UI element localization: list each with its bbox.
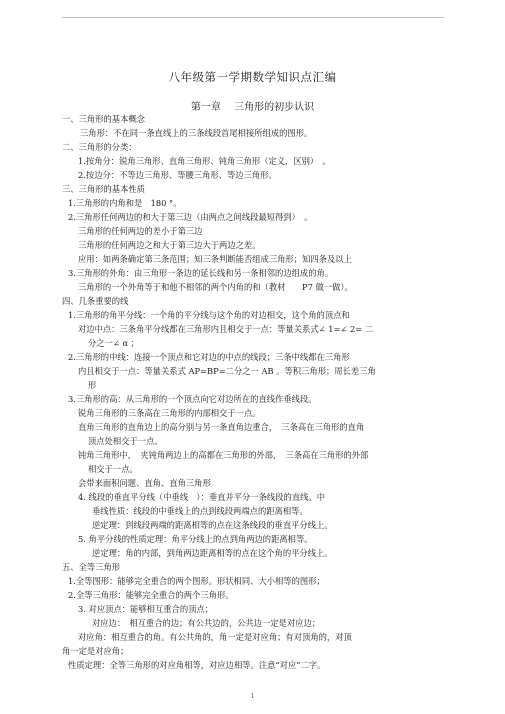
text-line: 逆定理：到线段两端的距离相等的点在这条线段的垂直平分线上。 <box>92 520 333 530</box>
text-line: 三角形的任何两边的差小于第三边 <box>78 226 203 236</box>
section-heading: 五、全等三角形 <box>62 562 121 572</box>
text-line: 3. 对应顶点：能够相互重合的顶点； <box>78 604 214 614</box>
page-title: 八年级第一学期数学知识点汇编 <box>168 70 337 84</box>
text-line: 锐角三角形的三条高在三角形的内部相交于一点。 <box>78 408 261 418</box>
text-line: 逆定理：角的内部，到角两边距离相等的点在这个角的平分线上。 <box>92 548 333 558</box>
text-line: 4. 线段的垂直平分线（中垂线 ）：垂直并平分一条线段的直线。中 <box>78 492 326 502</box>
text-line: 内且相交于一点：等量关系式 AP=BP=二分之一 AB 。等积三角形；周长差三角 <box>78 366 376 376</box>
text-line: 1.三角形的内角和是 180 °。 <box>68 198 182 208</box>
text-line: 角一定是对应角； <box>62 646 129 656</box>
text-line: 1.三角形的角平分线：一个角的平分线与这个角的对边相交，这个角的顶点和 <box>68 310 350 320</box>
section-heading: 二、三角形的分类： <box>62 142 137 152</box>
text-line: 2.三角形的中线：连接一个顶点和它对边的中点的线段；三条中线都在三角形 <box>68 352 350 362</box>
text-line: 顶点处相交于一点。 <box>88 436 163 446</box>
section-heading: 三、三角形的基本性质 <box>62 184 145 194</box>
text-line: 对应角：相互重合的角。有公共角的，角一定是对应角；有对顶角的，对顶 <box>78 632 352 642</box>
text-line: 会带来面积问题、直角、直角三角形 <box>78 478 211 488</box>
text-line: 三角形的一个外角等于和他不相邻的两个内角的和（教材 P7 做一做）。 <box>78 282 353 292</box>
header-rule <box>62 17 444 18</box>
text-line: 对应边： 相互重合的边；有公共边的，公共边一定是对应边； <box>92 618 321 628</box>
text-line: 形 <box>88 380 97 390</box>
text-line: 对边中点：三条角平分线都在三角形内且相交于一点：等量关系式∠ 1=∠ 2= 二 <box>78 324 374 334</box>
text-line: 2.按边分：不等边三角形、等腰三角形、等边三角形。 <box>78 170 277 180</box>
section-heading: 一、三角形的基本概念 <box>62 114 145 124</box>
text-line: 三角形的任何两边之和大于第三边大于两边之差。 <box>78 240 261 250</box>
text-line: 5. 角平分线的性质定理：角平分线上的点到角两边的距离相等。 <box>78 534 313 544</box>
text-line: 2.三角形任何两边的和大于第三边（由两点之间线段最短得到） 。 <box>68 212 313 222</box>
text-line: 直角三角形的直角边上的高分别与另一条直角边重合， 三条高在三角形的直角 <box>78 422 365 432</box>
text-line: 2.全等三角形：能够完全重合的两个三角形。 <box>68 590 234 600</box>
text-line: 3.三角形的高：从三角形的一个顶点向它对边所在的直线作垂线段。 <box>68 394 317 404</box>
text-line: 1.按角分：锐角三角形、直角三角形、钝角三角形（定义，区别） 。 <box>78 156 331 166</box>
page-number: 1 <box>250 693 255 700</box>
text-line: 3.三角形的外角：由三角形一条边的延长线和另一条相邻的边组成的角。 <box>68 268 334 278</box>
text-line: 三角形：不在同一条直线上的三条线段首尾相接所组成的图形。 <box>80 128 313 138</box>
text-line: 垂线性质：线段的中垂线上的点到线段两端点的距离相等。 <box>92 506 308 516</box>
chapter-heading: 第一章 三角形的初步认识 <box>190 102 315 113</box>
text-line: 1.全等图形：能够完全重合的两个图形。形状相同、大小相等的图形； <box>68 576 325 586</box>
text-line: 应用：如两条确定第三条范围；知三条判断能否组成三角形；知四条及以上 <box>78 254 352 264</box>
text-line: 钝角三角形中， 夹钝角两边上的高都在三角形的外部， 三条高在三角形的外部 <box>78 450 369 460</box>
text-line: 分之一∠ α ； <box>88 338 140 348</box>
text-line: 相交于一点。 <box>88 464 138 474</box>
text-line: 性质定理：全等三角形的对应角相等，对应边相等。注意“对应”二字。 <box>68 660 326 670</box>
section-heading: 四、几条重要的线 <box>62 296 129 306</box>
